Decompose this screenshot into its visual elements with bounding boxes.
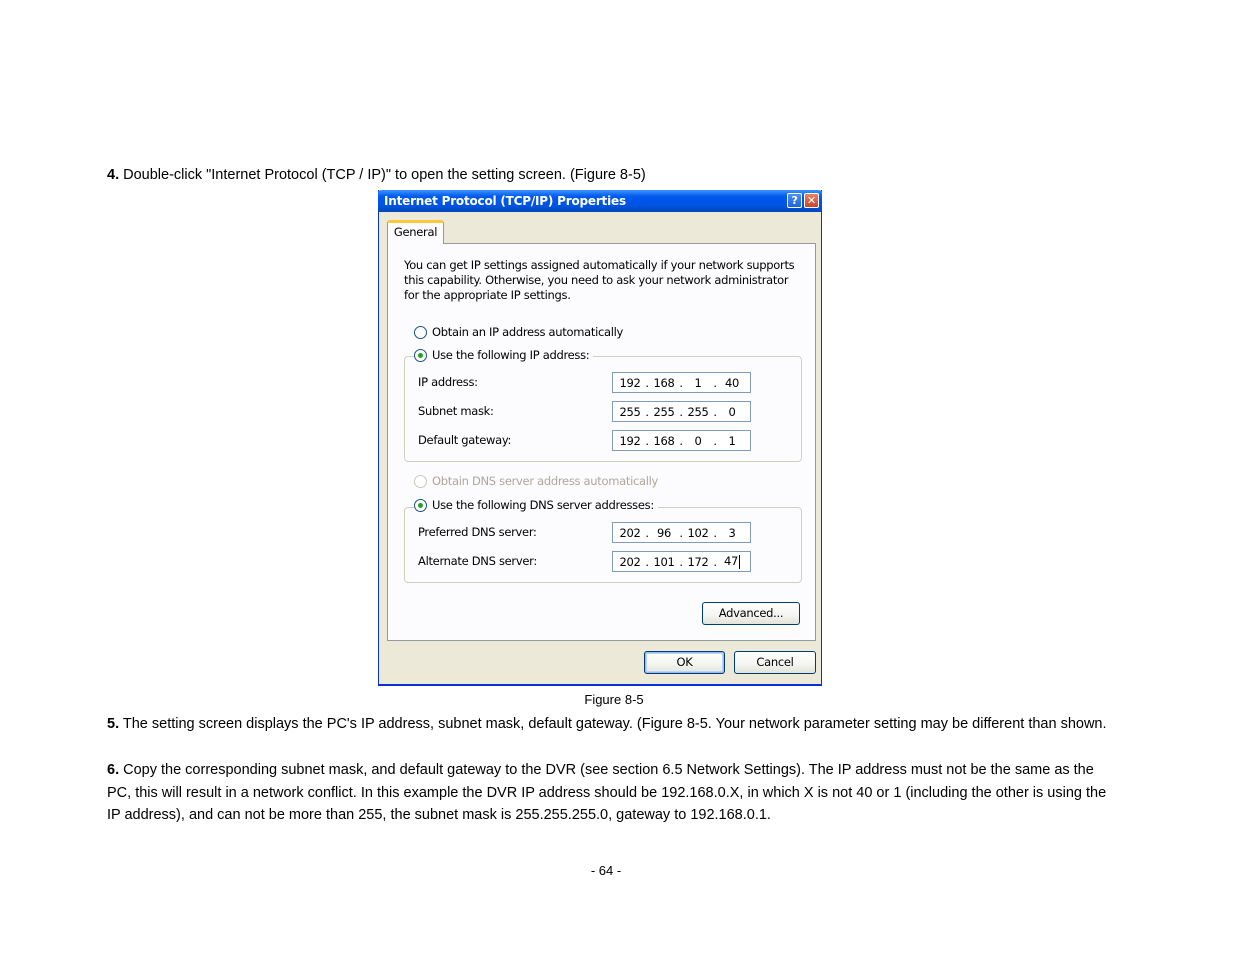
octet: 172 [687, 554, 709, 569]
octet: 192 [619, 375, 641, 390]
page-number: - 64 - [590, 863, 622, 878]
title-bar[interactable] [378, 190, 822, 212]
use-ip-manual-radio[interactable] [414, 349, 427, 362]
ip-address-input[interactable]: 192 . 168 . 1 . 40 [612, 372, 751, 393]
octet: 0 [728, 404, 736, 419]
tab-general[interactable]: General [387, 220, 444, 244]
octet: 192 [619, 433, 641, 448]
default-gateway-row [418, 430, 752, 451]
ip-address-row [418, 372, 752, 393]
octet: 47 [723, 554, 739, 569]
alternate-dns-label: Alternate DNS server: [418, 554, 537, 568]
preferred-dns-label: Preferred DNS server: [418, 525, 537, 539]
step-number: 4. [107, 167, 120, 183]
octet: 255 [687, 404, 709, 419]
advanced-button[interactable]: Advanced... [702, 602, 800, 625]
step-6-paragraph [107, 759, 1117, 827]
octet: 255 [653, 404, 675, 419]
intro-text: You can get IP settings assigned automatically if your network supports this capability. Otherwise, you need to ask your network administrator for the appropriate IP settings. [404, 258, 795, 302]
preferred-dns-input[interactable]: 202 . 96 . 102 . 3 [612, 522, 751, 543]
step-4-paragraph [107, 164, 1117, 187]
octet: 202 [619, 554, 641, 569]
use-dns-manual-label: Use the following DNS server addresses: [432, 498, 654, 512]
default-gateway-input[interactable]: 192 . 168 . 0 . 1 [612, 430, 751, 451]
obtain-dns-auto-option [414, 474, 662, 488]
octet: 0 [694, 433, 702, 448]
preferred-dns-row [418, 522, 752, 543]
step-text: Double-click "Internet Protocol (TCP / IP)" to open the setting screen. (Figure 8-5) [119, 167, 646, 183]
tcpip-properties-dialog [378, 190, 822, 686]
general-tab-panel [387, 243, 816, 641]
dialog-title: Internet Protocol (TCP/IP) Properties [384, 194, 626, 208]
cancel-button[interactable]: Cancel [734, 651, 816, 674]
step-number: 5. [107, 716, 120, 732]
subnet-mask-row [418, 401, 752, 422]
use-ip-manual-option[interactable] [414, 348, 593, 362]
ip-address-label: IP address: [418, 375, 478, 389]
octet: 3 [728, 525, 736, 540]
octet: 1 [694, 375, 702, 390]
obtain-ip-auto-option[interactable] [414, 325, 627, 339]
octet: 255 [619, 404, 641, 419]
subnet-mask-label: Subnet mask: [418, 404, 494, 418]
obtain-ip-auto-radio[interactable] [414, 326, 427, 339]
octet: 101 [653, 554, 675, 569]
octet: 1 [728, 433, 736, 448]
close-button[interactable]: ✕ [804, 193, 819, 208]
subnet-mask-input[interactable]: 255 . 255 . 255 . 0 [612, 401, 751, 422]
ok-button[interactable]: OK [644, 651, 725, 674]
obtain-dns-auto-label: Obtain DNS server address automatically [432, 474, 659, 488]
octet: 96 [656, 525, 672, 540]
step-number: 6. [107, 762, 120, 778]
figure-caption: Figure 8-5 [584, 692, 644, 707]
alternate-dns-row [418, 551, 752, 572]
use-dns-manual-radio[interactable] [414, 499, 427, 512]
octet: 168 [653, 375, 675, 390]
step-text: The setting screen displays the PC's IP address, subnet mask, default gateway. (Figure 8-5. Your network parameter setting may be different than shown. [119, 716, 1107, 732]
alternate-dns-input[interactable]: 202 . 101 . 172 . 47 [612, 551, 751, 572]
octet: 40 [724, 375, 740, 390]
octet: 202 [619, 525, 641, 540]
default-gateway-label: Default gateway: [418, 433, 512, 447]
obtain-ip-auto-label: Obtain an IP address automatically [432, 325, 624, 339]
text-caret [739, 555, 740, 569]
octet: 168 [653, 433, 675, 448]
step-5-paragraph [107, 713, 1117, 736]
help-button[interactable]: ? [787, 193, 802, 208]
obtain-dns-auto-radio [414, 475, 427, 488]
use-dns-manual-option[interactable] [414, 498, 658, 512]
step-text: Copy the corresponding subnet mask, and default gateway to the DVR (see section 6.5 Network Settings). The IP address must not be the same as the PC, this will result in a network conflict. In this example the DVR IP address should be 192.168.0.X, in which X is not 40 or 1 (including the other is using the IP address), and can not be more than 255, the subnet mask is 255.255.255.0, gateway to 192.168.0.1. [107, 762, 1107, 823]
octet: 102 [687, 525, 709, 540]
use-ip-manual-label: Use the following IP address: [432, 348, 590, 362]
